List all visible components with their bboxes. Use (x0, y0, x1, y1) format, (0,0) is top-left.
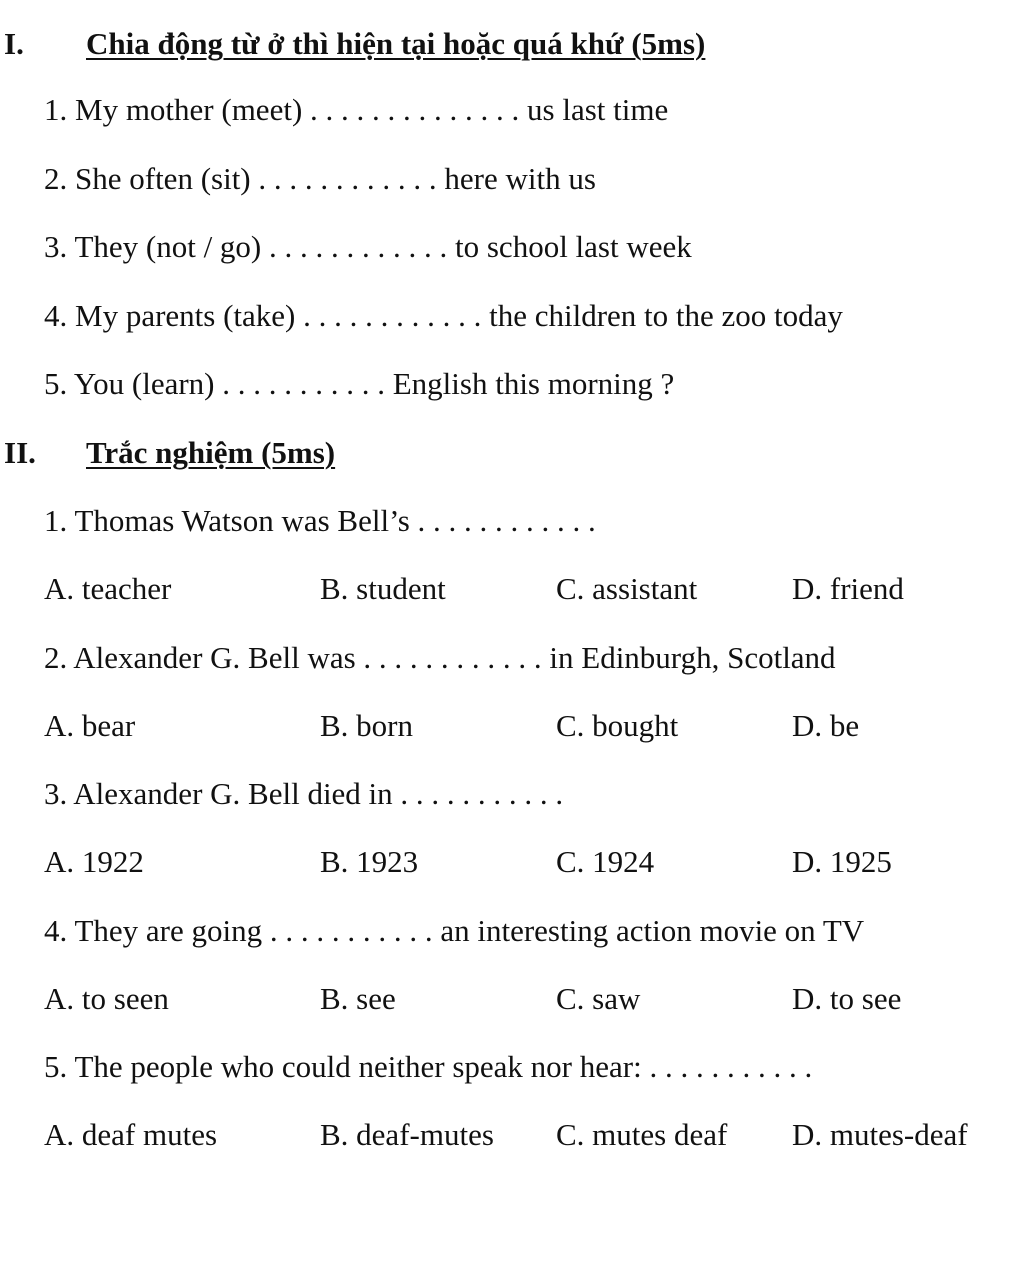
section-1-number: I. (4, 26, 24, 61)
section-2-title: Trắc nghiệm (5ms) (86, 435, 336, 470)
question-5-options (0, 1115, 1024, 1155)
section-1-item-5: 5. You (learn) . . . . . . . . . . . English this morning ? (44, 366, 675, 401)
section-1-item-3: 3. They (not / go) . . . . . . . . . . . . to school last week (44, 229, 692, 264)
section-2-number: II. (4, 435, 36, 470)
question-3-text: 3. Alexander G. Bell died in . . . . . . . . . . . (44, 776, 564, 811)
question-3-option-d: D. 1925 (792, 844, 892, 879)
question-1-text: 1. Thomas Watson was Bell’s . . . . . . . . . . . . (44, 503, 596, 538)
question-5-option-c: C. mutes deaf (556, 1117, 728, 1152)
question-2-option-c: C. bought (556, 708, 679, 743)
question-1-options (0, 569, 1024, 609)
question-3-option-a: A. 1922 (44, 844, 144, 879)
question-5-option-a: A. deaf mutes (44, 1117, 218, 1152)
section-1-item-1: 1. My mother (meet) . . . . . . . . . . . . . . us last time (44, 92, 669, 127)
question-2-options (0, 706, 1024, 746)
question-1-option-a: A. teacher (44, 571, 172, 606)
section-1-item-2: 2. She often (sit) . . . . . . . . . . . . here with us (44, 161, 596, 196)
question-3-option-c: C. 1924 (556, 844, 655, 879)
question-1-option-d: D. friend (792, 571, 904, 606)
question-2-option-a: A. bear (44, 708, 136, 743)
question-4-option-c: C. saw (556, 981, 641, 1016)
question-2-option-d: D. be (792, 708, 860, 743)
question-1-option-b: B. student (320, 571, 446, 606)
question-3-options (0, 842, 1024, 882)
question-4-option-a: A. to seen (44, 981, 169, 1016)
question-5-option-b: B. deaf-mutes (320, 1117, 494, 1152)
question-5-option-d: D. mutes-deaf (792, 1117, 968, 1152)
question-4-option-d: D. to see (792, 981, 902, 1016)
section-1-heading (0, 24, 1024, 64)
question-1-option-c: C. assistant (556, 571, 698, 606)
question-4-text: 4. They are going . . . . . . . . . . . an interesting action movie on TV (44, 913, 865, 948)
section-1-title: Chia động từ ở thì hiện tại hoặc quá khứ (5ms) (86, 26, 706, 61)
question-4-options (0, 979, 1024, 1019)
question-3-option-b: B. 1923 (320, 844, 419, 879)
question-4-option-b: B. see (320, 981, 396, 1016)
question-2-text: 2. Alexander G. Bell was . . . . . . . . . . . . in Edinburgh, Scotland (44, 640, 836, 675)
question-5-text: 5. The people who could neither speak nor hear: . . . . . . . . . . . (44, 1049, 813, 1084)
section-2-heading (0, 433, 1024, 473)
section-1-item-4: 4. My parents (take) . . . . . . . . . . . . the children to the zoo today (44, 298, 843, 333)
question-2-option-b: B. born (320, 708, 413, 743)
